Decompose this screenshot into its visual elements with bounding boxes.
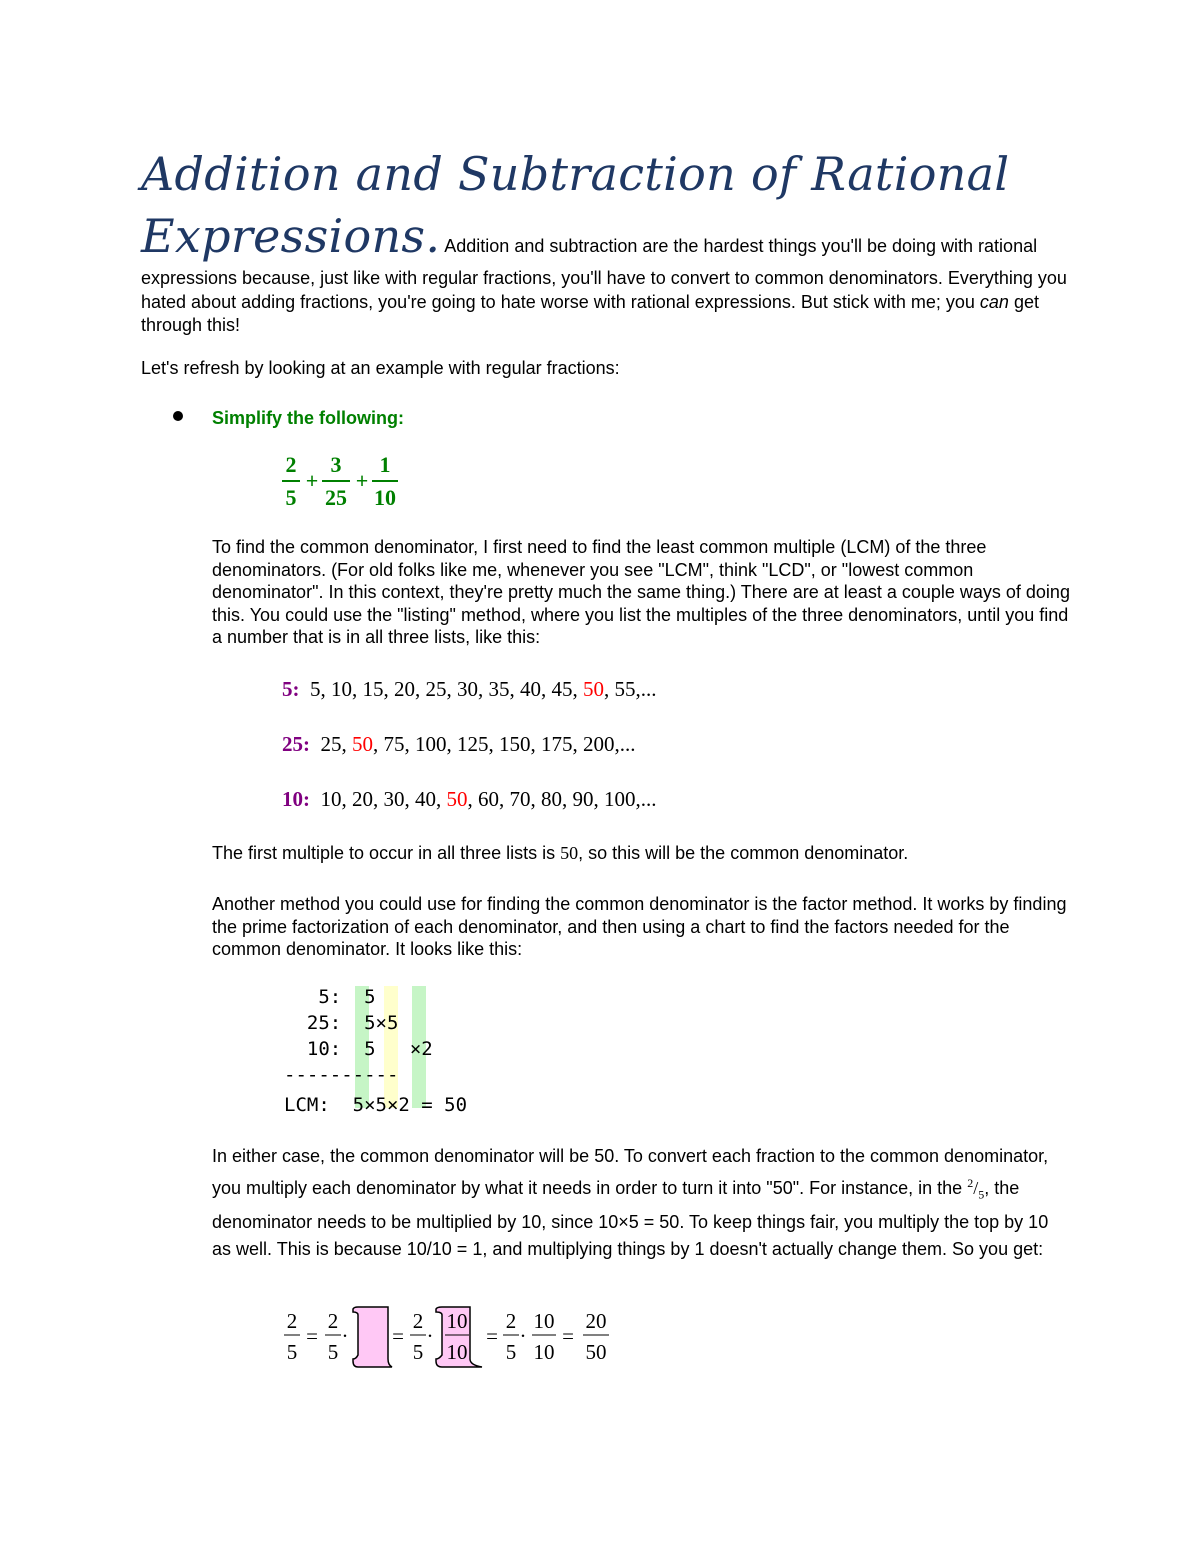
plus-sign-2: +: [355, 468, 369, 493]
first-multiple-text-a: The first multiple to occur in all three lists is: [212, 843, 561, 863]
eq-frac5-num: 10: [533, 1309, 555, 1333]
eq-frac3-den: 5: [412, 1340, 424, 1364]
bullet-icon: [173, 411, 183, 421]
multiples-list-5: [282, 676, 657, 702]
inline-fraction-slash: /: [973, 1178, 979, 1198]
first-multiple-paragraph: [212, 842, 1072, 865]
multiples-before: 5, 10, 15, 20, 25, 30, 35, 40, 45,: [310, 677, 583, 701]
refresh-paragraph: Let's refresh by looking at an example with regular fractions:: [141, 358, 620, 378]
eq-frac4-num: 2: [505, 1309, 517, 1333]
eq-frac2-num: 2: [327, 1309, 339, 1333]
frac2-numerator: 3: [330, 452, 342, 477]
eq-dot-2: ·: [426, 1324, 434, 1348]
multiples-list-10: [282, 786, 657, 812]
bullet-label: Simplify the following:: [212, 408, 404, 428]
multiples-list-25: [282, 731, 636, 757]
intro-text-b: get through this!: [141, 291, 1039, 335]
conversion-paragraph: [212, 1143, 1072, 1263]
simplify-expression: [280, 450, 410, 514]
chart-row-25: 25: 5×5: [284, 1012, 399, 1034]
eq-frac5-den: 10: [533, 1340, 555, 1364]
lcm-explanation-paragraph: To find the common denominator, I first need to find the least common multiple (LCM) of the three denominators. (For old folks like me, whenever you see "LCM", think "LCD", or "lowest common denominator". In this context, they're pretty much the same thing.) There are at least a couple ways of doing this. You could use the "listing" method, where you list the multiples of the three denominators, until you find a number that is in all three lists, like this:: [212, 537, 1070, 647]
inline-fraction-den: 5: [978, 1187, 985, 1202]
page-title-line-1: Addition and Subtraction of Rational: [141, 147, 1010, 201]
eq-frac4-den: 5: [505, 1340, 517, 1364]
chart-row-lcm: LCM: 5×5×2 = 50: [284, 1094, 468, 1116]
multiples-after: , 55,...: [604, 677, 657, 701]
multiples-after: , 75, 100, 125, 150, 175, 200,...: [373, 732, 636, 756]
conversion-text-b: , the denominator needs to be multiplied by 10, since 10×5 = 50. To keep things fair, you multiply the top by 10 as well. This is because 10/10 = 1, and multiplying things by 1 doesn't actually change them. So you get:: [212, 1178, 1049, 1259]
eq-frac1-den: 5: [286, 1340, 298, 1364]
first-multiple-value: 50: [560, 843, 579, 863]
eq-equals-1: =: [306, 1324, 318, 1348]
conversion-text-a: In either case, the common denominator will be 50. To convert each fraction to the common denominator, you multiply each denominator by what it needs in order to turn it into "50". For instance, in the: [212, 1146, 1049, 1198]
eq-boxed-num: 10: [446, 1309, 468, 1333]
multiples-before: 25,: [320, 732, 352, 756]
frac1-numerator: 2: [285, 452, 297, 477]
multiples-before: 10, 20, 30, 40,: [320, 787, 447, 811]
plus-sign-1: +: [305, 468, 319, 493]
first-multiple-text-b: , so this will be the common denominator.: [578, 843, 909, 863]
frac1-denominator: 5: [285, 485, 297, 510]
eq-equals-3: =: [486, 1324, 498, 1348]
intro-emphasis: can: [979, 291, 1009, 312]
eq-boxed-den: 10: [446, 1340, 468, 1364]
eq-frac6-num: 20: [585, 1309, 607, 1333]
multiples-highlight: 50: [583, 677, 604, 701]
chart-row-10: 10: 5 ×2: [284, 1038, 433, 1060]
eq-one-glyph: [353, 1307, 392, 1367]
inline-fraction: [967, 1176, 985, 1202]
final-equation: [282, 1303, 612, 1373]
eq-frac2-den: 5: [327, 1340, 339, 1364]
multiples-label: 25:: [282, 732, 310, 756]
eq-dot-3: ·: [519, 1324, 527, 1348]
inline-fraction-num: 2: [967, 1176, 974, 1190]
multiples-label: 5:: [282, 677, 300, 701]
eq-frac1-num: 2: [286, 1309, 298, 1333]
frac3-denominator: 10: [374, 485, 396, 510]
frac3-numerator: 1: [379, 452, 391, 477]
eq-one-label: 1: [371, 1346, 373, 1348]
multiples-label: 10:: [282, 787, 310, 811]
eq-frac3-num: 2: [412, 1309, 424, 1333]
factor-method-paragraph: Another method you could use for finding the common denominator is the factor method. It works by finding the prime factorization of each denominator, and then using a chart to find the factors needed for the common denominator. It looks like this:: [212, 894, 1067, 959]
factor-chart: [284, 986, 524, 1116]
intro-paragraph: [141, 143, 1071, 338]
frac2-denominator: 25: [325, 485, 347, 510]
eq-equals-4: =: [562, 1324, 574, 1348]
chart-divider: ----------: [284, 1064, 399, 1086]
multiples-highlight: 50: [446, 787, 468, 811]
chart-row-5: 5: 5: [284, 986, 376, 1008]
eq-equals-2: =: [392, 1324, 404, 1348]
eq-dot-1: ·: [341, 1324, 349, 1348]
eq-frac6-den: 50: [585, 1340, 607, 1364]
page-title-line-2: Expressions.: [141, 209, 441, 263]
intro-text-a: Addition and subtraction are the hardest things you'll be doing with rational expressions because, just like with regular fractions, you'll have to convert to common denominators. Everything you hated about adding fractions, you're going to hate worse with rational expressions. But stick with me; you: [141, 236, 1067, 312]
multiples-after: , 60, 70, 80, 90, 100,...: [467, 787, 657, 811]
multiples-highlight: 50: [352, 732, 373, 756]
